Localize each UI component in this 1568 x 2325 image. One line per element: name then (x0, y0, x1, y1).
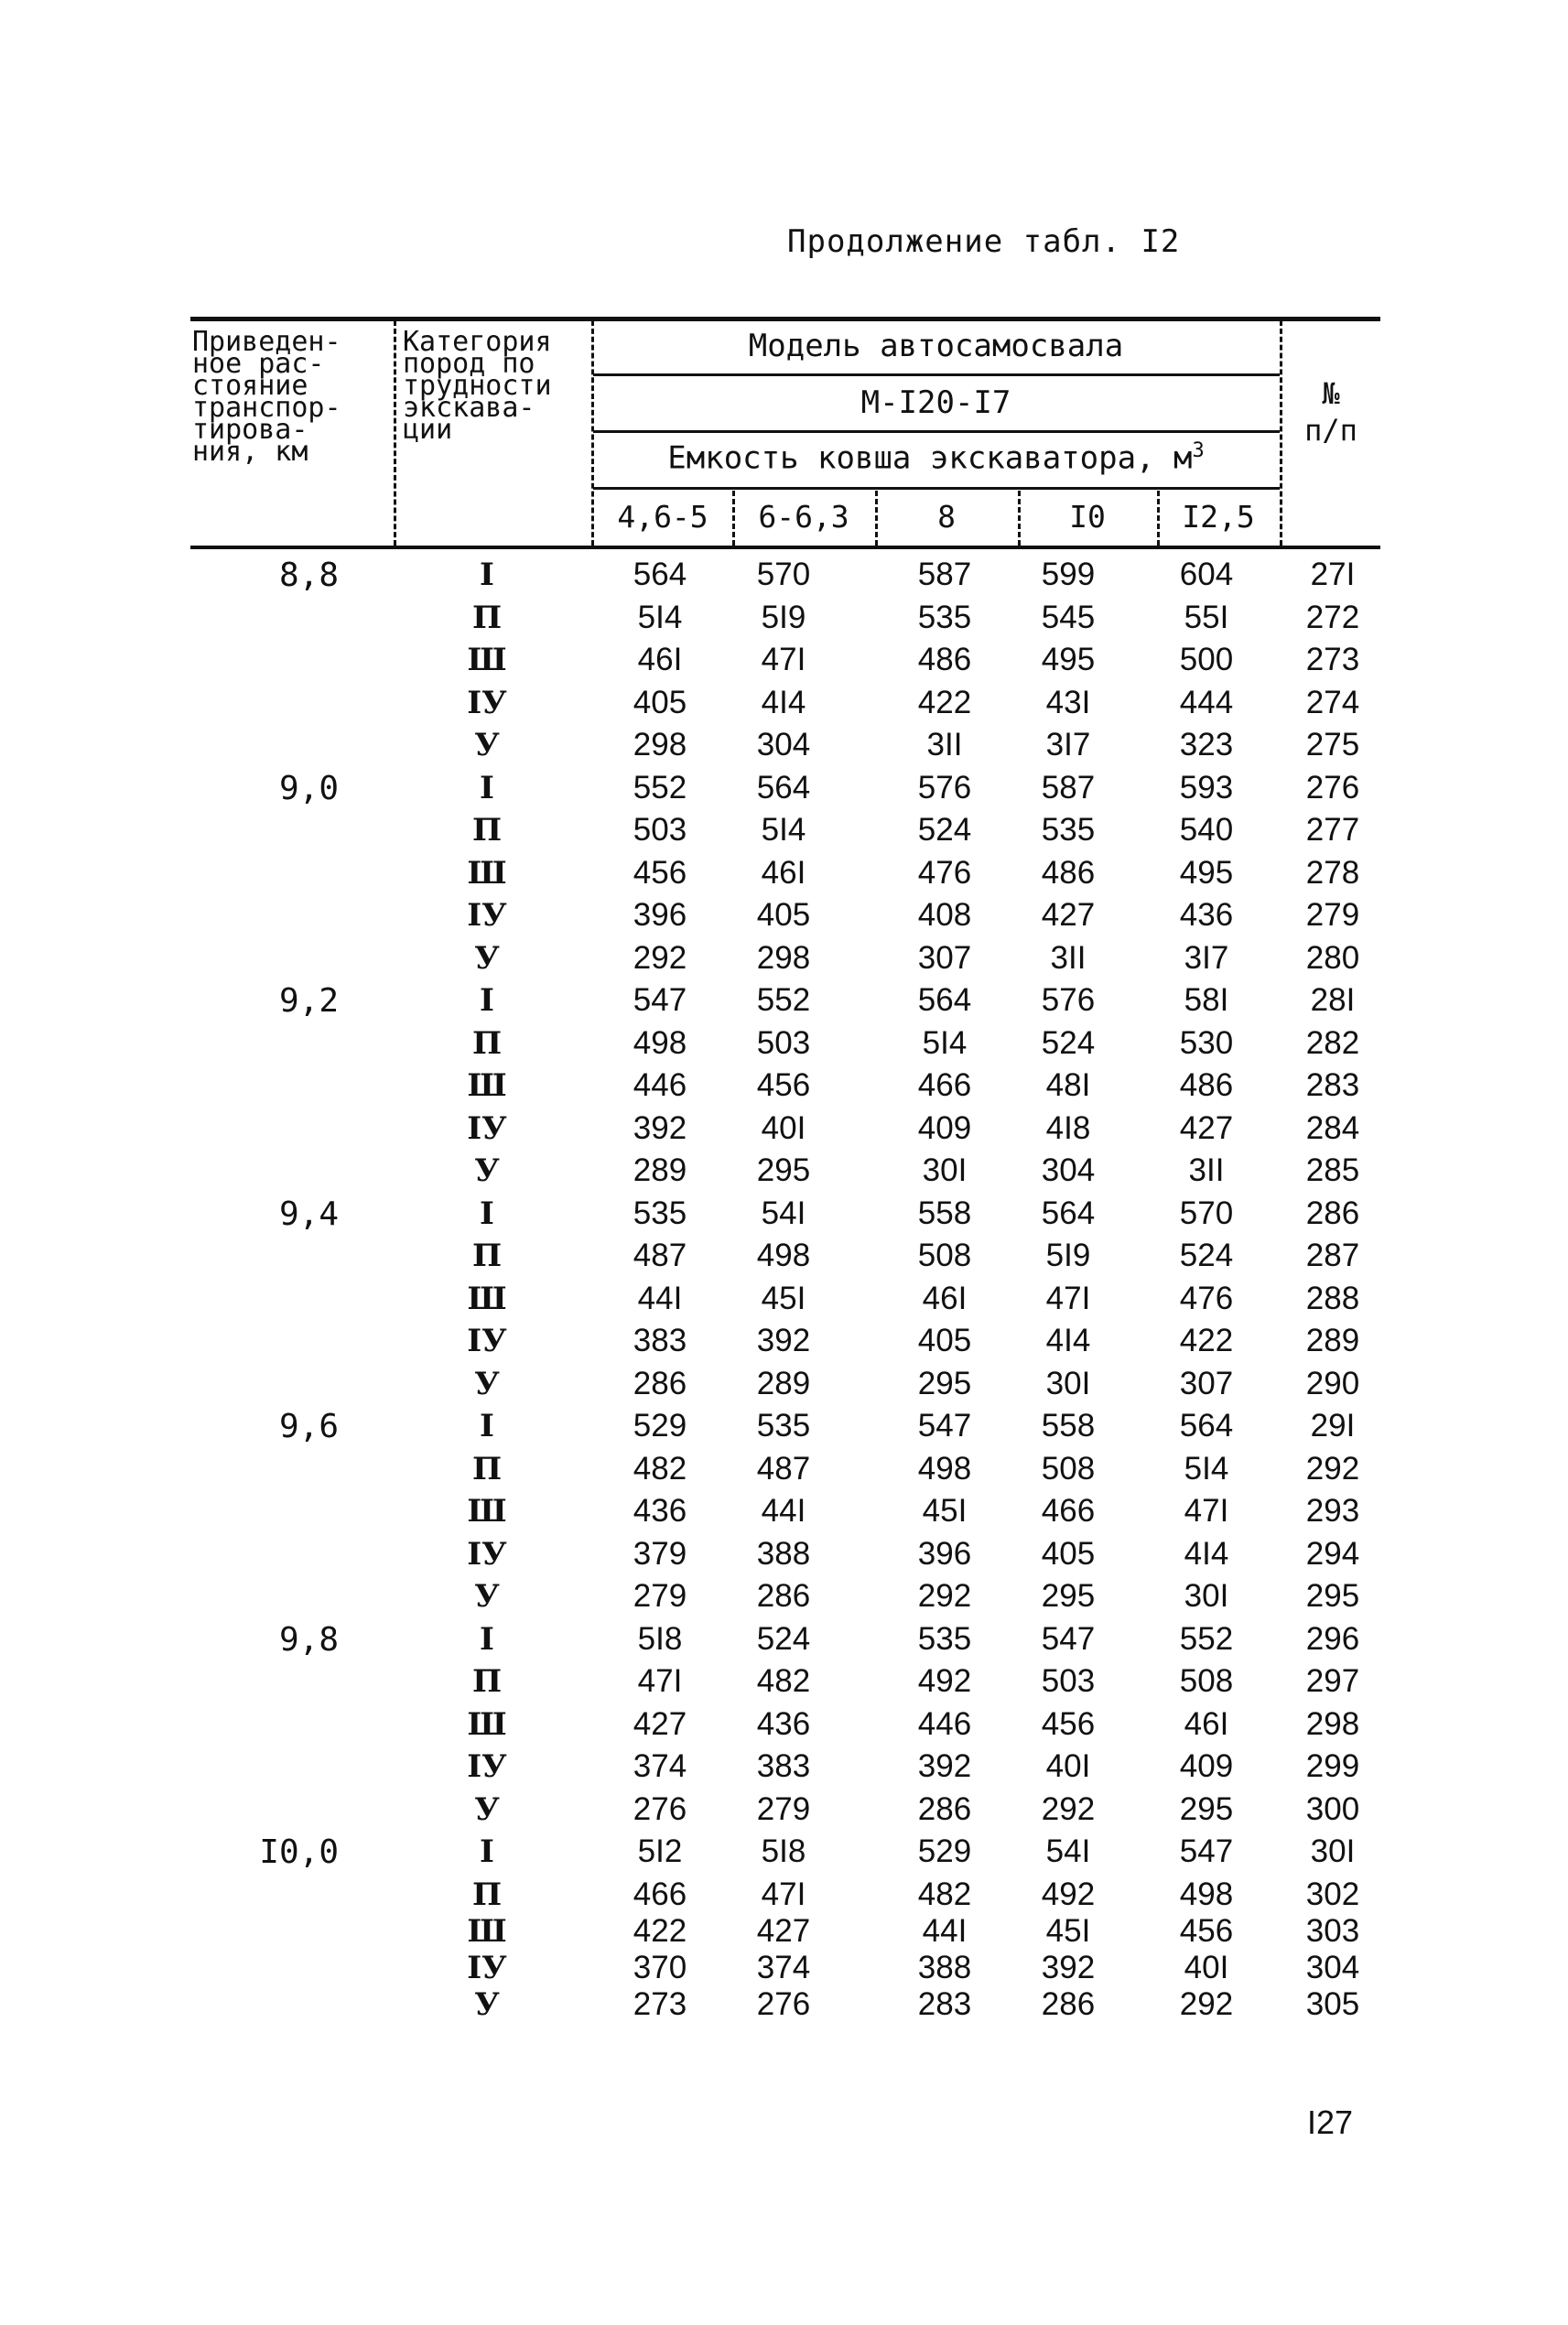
table-cell: 307 (917, 939, 972, 976)
category-label: IУ (467, 897, 507, 934)
row-number: 299 (1305, 1748, 1360, 1784)
table-cell: 40I (1184, 1949, 1229, 1985)
table-cell: 529 (917, 1833, 972, 1869)
category-label: I (480, 1833, 494, 1870)
capacity-header-3: 8 (937, 499, 956, 535)
table-cell: 383 (633, 1323, 687, 1358)
table-cell: 392 (1041, 1949, 1096, 1985)
table-cell: 304 (756, 727, 811, 762)
table-cell: 46I (1184, 1705, 1229, 1742)
table-cell: 524 (756, 1620, 811, 1657)
table-cell: 564 (1041, 1195, 1096, 1231)
table-cell: 55I (1184, 599, 1229, 635)
table-cell: 47I (1045, 1280, 1091, 1316)
table-cell: 5I4 (761, 812, 806, 848)
distance-value: 9,4 (278, 1195, 339, 1233)
table-cell: 503 (1041, 1663, 1096, 1699)
table-cell: 530 (1179, 1024, 1234, 1061)
row-number: 286 (1305, 1195, 1360, 1231)
table-cell: 289 (633, 1152, 687, 1188)
table-cell: 576 (1041, 982, 1096, 1018)
table-cell: 276 (756, 1985, 811, 2022)
table-cell: 558 (1041, 1408, 1096, 1444)
header-model-label: Модель автосамосвала (748, 328, 1124, 364)
table-cell: 307 (1179, 1365, 1234, 1401)
row-number: 28I (1310, 982, 1356, 1018)
table-cell: 44I (637, 1280, 683, 1316)
table-cell: 427 (1041, 897, 1096, 933)
table-cell: 487 (633, 1238, 687, 1273)
table-cell: 576 (917, 769, 972, 806)
table-cell: 4I4 (1184, 1535, 1229, 1572)
category-label: IУ (467, 1535, 507, 1573)
row-number: 294 (1305, 1535, 1360, 1572)
row-number: 305 (1305, 1985, 1360, 2022)
table-cell: 54I (761, 1195, 806, 1231)
table-cell: 5I8 (761, 1833, 806, 1869)
category-label: Ш (467, 1493, 507, 1530)
table-cell: 292 (1179, 1985, 1234, 2022)
category-label: П (471, 812, 503, 849)
table-cell: 524 (1179, 1238, 1234, 1273)
divider-cap-4 (1157, 491, 1160, 546)
table-cell: 295 (756, 1152, 811, 1188)
row-number: 287 (1305, 1238, 1360, 1273)
row-number: 277 (1305, 812, 1360, 848)
row-number: 274 (1305, 684, 1360, 720)
table-cell: 48I (1045, 1067, 1091, 1103)
table-cell: 383 (756, 1748, 811, 1784)
table-cell: 476 (1179, 1280, 1234, 1316)
row-number: 278 (1305, 854, 1360, 891)
table-cell: 495 (1041, 642, 1096, 677)
table-cell: 292 (633, 939, 687, 976)
table-cell: 487 (756, 1450, 811, 1487)
category-label: У (474, 1152, 500, 1189)
table-cell: 524 (1041, 1024, 1096, 1061)
table-cell: 456 (633, 854, 687, 891)
category-label: У (474, 939, 500, 977)
table-cell: 295 (1179, 1790, 1234, 1827)
capacity-header-2: 6-6,3 (758, 499, 849, 535)
category-label: П (471, 1663, 503, 1700)
table-cell: 498 (756, 1238, 811, 1273)
table-cell: 535 (1041, 812, 1096, 848)
table-cell: 558 (917, 1195, 972, 1231)
table-cell: 396 (917, 1535, 972, 1572)
table-cell: 427 (756, 1912, 811, 1949)
table-cell: 427 (633, 1705, 687, 1742)
table-cell: 540 (1179, 812, 1234, 848)
table-cell: 4I4 (761, 684, 806, 720)
table-cell: 547 (1041, 1620, 1096, 1657)
table-cell: 370 (633, 1949, 687, 1985)
table-cell: 476 (917, 854, 972, 891)
category-label: Ш (467, 1280, 507, 1317)
table-cell: 45I (922, 1493, 968, 1529)
table-cell: 593 (1179, 769, 1234, 806)
row-number: 272 (1305, 599, 1360, 635)
table-cell: 564 (756, 769, 811, 806)
table-cell: 482 (633, 1450, 687, 1487)
table-cell: 286 (633, 1365, 687, 1401)
table-cell: 273 (633, 1985, 687, 2022)
table-cell: 535 (917, 1620, 972, 1657)
row-number: 296 (1305, 1620, 1360, 1657)
category-label: Ш (467, 1912, 507, 1950)
header-bucket (595, 439, 1277, 476)
table-cell: 545 (1041, 599, 1096, 635)
category-label: Ш (467, 642, 507, 678)
table-cell: 4I8 (1045, 1109, 1091, 1146)
table-cell: 547 (1179, 1833, 1234, 1869)
category-label: П (471, 1238, 503, 1274)
row-number: 295 (1305, 1578, 1360, 1614)
table-cell: 5I9 (1045, 1238, 1091, 1273)
row-number: 276 (1305, 769, 1360, 806)
table-cell: 298 (633, 727, 687, 762)
table-cell: 279 (756, 1790, 811, 1827)
bucket-underline (593, 487, 1280, 490)
table-cell: 304 (1041, 1152, 1096, 1188)
table-cell: 498 (1179, 1876, 1234, 1912)
table-cell: 503 (633, 812, 687, 848)
table-cell: 498 (917, 1450, 972, 1487)
row-number: 284 (1305, 1109, 1360, 1146)
table-cell: 292 (917, 1578, 972, 1614)
table-cell: 508 (917, 1238, 972, 1273)
table-cell: 374 (633, 1748, 687, 1784)
table-cell: 552 (1179, 1620, 1234, 1657)
table-cell: 444 (1179, 684, 1234, 720)
table-cell: 286 (756, 1578, 811, 1614)
table-cell: 286 (1041, 1985, 1096, 2022)
table-cell: 3II (1188, 1152, 1225, 1188)
table-cell: 552 (633, 769, 687, 806)
table-cell: 552 (756, 982, 811, 1018)
category-label: I (480, 1195, 494, 1232)
table-cell: 392 (633, 1109, 687, 1146)
row-number: 290 (1305, 1365, 1360, 1401)
table-cell: 570 (1179, 1195, 1234, 1231)
table-cell: 5I4 (637, 599, 683, 635)
table-cell: 5I4 (1184, 1450, 1229, 1487)
row-number: 273 (1305, 642, 1360, 677)
table-cell: 276 (633, 1790, 687, 1827)
table-cell: 446 (633, 1067, 687, 1103)
row-number: 285 (1305, 1152, 1360, 1188)
row-number: 288 (1305, 1280, 1360, 1316)
table-cell: 3II (926, 727, 963, 762)
row-number: 289 (1305, 1323, 1360, 1358)
table-cell: 295 (917, 1365, 972, 1401)
divider-category-model (591, 320, 594, 546)
header-number: № п/п (1304, 376, 1357, 448)
table-cell: 508 (1179, 1663, 1234, 1699)
table-cell: 5I8 (637, 1620, 683, 1657)
table-cell: 44I (761, 1493, 806, 1529)
table-cell: 466 (633, 1876, 687, 1912)
capacity-header-5: I2,5 (1182, 499, 1255, 535)
table-cell: 43I (1045, 684, 1091, 720)
page-number: I27 (1307, 2103, 1354, 2141)
table-cell: 3I7 (1184, 939, 1229, 976)
table-cell: 392 (917, 1748, 972, 1784)
row-number: 279 (1305, 897, 1360, 933)
table-cell: 374 (756, 1949, 811, 1985)
table-cell: 587 (917, 557, 972, 592)
table-cell: 292 (1041, 1790, 1096, 1827)
table-cell: 295 (1041, 1578, 1096, 1614)
table-cell: 599 (1041, 557, 1096, 592)
table-cell: 508 (1041, 1450, 1096, 1487)
distance-value: 8,8 (278, 557, 339, 594)
table-cell: 4I4 (1045, 1323, 1091, 1358)
divider-cap-3 (1018, 491, 1021, 546)
table-cell: 40I (1045, 1748, 1091, 1784)
category-label: IУ (467, 684, 507, 721)
category-label: IУ (467, 1748, 507, 1785)
table-cell: 535 (917, 599, 972, 635)
table-cell: 422 (633, 1912, 687, 1949)
table-cell: 422 (1179, 1323, 1234, 1358)
row-number: 30I (1310, 1833, 1356, 1869)
table-cell: 405 (633, 684, 687, 720)
table-cell: 3II (1050, 939, 1087, 976)
table-cell: 58I (1184, 982, 1229, 1018)
category-label: IУ (467, 1109, 507, 1147)
table-caption: Продолжение табл. I2 (787, 223, 1181, 260)
table-cell: 47I (761, 1876, 806, 1912)
table-cell: 524 (917, 812, 972, 848)
table-cell: 409 (917, 1109, 972, 1146)
table-cell: 379 (633, 1535, 687, 1572)
row-number: 292 (1305, 1450, 1360, 1487)
table-cell: 283 (917, 1985, 972, 2022)
table-cell: 30I (1184, 1578, 1229, 1614)
capacity-header-4: I0 (1069, 499, 1106, 535)
category-label: I (480, 982, 494, 1019)
category-label: IУ (467, 1323, 507, 1359)
category-label: I (480, 1620, 494, 1658)
table-cell: 5I2 (637, 1833, 683, 1869)
category-label: Ш (467, 1067, 507, 1104)
category-label: У (474, 1365, 500, 1402)
distance-value: 9,8 (278, 1620, 339, 1659)
table-cell: 456 (1041, 1705, 1096, 1742)
table-cell: 47I (1184, 1493, 1229, 1529)
table-cell: 54I (1045, 1833, 1091, 1869)
table-cell: 388 (756, 1535, 811, 1572)
table-cell: 30I (1045, 1365, 1091, 1401)
table-cell: 323 (1179, 727, 1234, 762)
table-cell: 427 (1179, 1109, 1234, 1146)
capacity-header-1: 4,6-5 (617, 499, 708, 535)
table-cell: 495 (1179, 854, 1234, 891)
category-label: I (480, 557, 494, 593)
table-cell: 492 (1041, 1876, 1096, 1912)
table-cell: 436 (1179, 897, 1234, 933)
row-number: 293 (1305, 1493, 1360, 1529)
row-number: 280 (1305, 939, 1360, 976)
category-label: У (474, 1985, 500, 2023)
table-cell: 396 (633, 897, 687, 933)
table-cell: 30I (922, 1152, 968, 1188)
table-cell: 46I (637, 642, 683, 677)
category-label: П (471, 1450, 503, 1487)
table-cell: 486 (917, 642, 972, 677)
table-cell: 587 (1041, 769, 1096, 806)
row-number: 303 (1305, 1912, 1360, 1949)
table-cell: 547 (633, 982, 687, 1018)
row-number: 283 (1305, 1067, 1360, 1103)
row-number: 297 (1305, 1663, 1360, 1699)
divider-cap-2 (875, 491, 878, 546)
table-cell: 392 (756, 1323, 811, 1358)
table-cell: 564 (633, 557, 687, 592)
table-cell: 466 (1041, 1493, 1096, 1529)
table-cell: 482 (756, 1663, 811, 1699)
row-number: 275 (1305, 727, 1360, 762)
distance-value: 9,2 (278, 982, 339, 1020)
distance-value: 9,6 (278, 1408, 339, 1445)
table-top-rule (190, 317, 1380, 321)
table-cell: 405 (756, 897, 811, 933)
row-number: 29I (1310, 1408, 1356, 1444)
table-cell: 47I (761, 642, 806, 677)
model-underline (593, 373, 1280, 376)
header-bucket-label: Емкость ковша экскаватора, м (667, 439, 1193, 477)
table-cell: 46I (761, 854, 806, 891)
divider-cap-1 (732, 491, 735, 546)
table-cell: 564 (1179, 1408, 1234, 1444)
category-label: У (474, 1790, 500, 1828)
table-cell: 500 (1179, 642, 1234, 677)
table-cell: 405 (1041, 1535, 1096, 1572)
table-cell: 286 (917, 1790, 972, 1827)
header-category: Категория пород по трудности экскава- ции (403, 326, 552, 446)
table-cell: 482 (917, 1876, 972, 1912)
table-cell: 492 (917, 1663, 972, 1699)
category-label: У (474, 1578, 500, 1615)
table-cell: 535 (756, 1408, 811, 1444)
category-label: I (480, 769, 494, 806)
table-cell: 5I4 (922, 1024, 968, 1061)
table-cell: 44I (922, 1912, 968, 1949)
table-cell: 5I9 (761, 599, 806, 635)
row-number: 300 (1305, 1790, 1360, 1827)
table-cell: 503 (756, 1024, 811, 1061)
table-cell: 45I (1045, 1912, 1091, 1949)
table-cell: 604 (1179, 557, 1234, 592)
table-cell: 436 (633, 1493, 687, 1529)
divider-distance-category (394, 320, 396, 546)
table-cell: 289 (756, 1365, 811, 1401)
row-number: 282 (1305, 1024, 1360, 1061)
distance-value: I0,0 (259, 1833, 339, 1871)
table-cell: 388 (917, 1949, 972, 1985)
model-value-underline (593, 430, 1280, 433)
category-label: П (471, 599, 503, 636)
table-cell: 45I (761, 1280, 806, 1316)
table-cell: 547 (917, 1408, 972, 1444)
divider-model-number (1280, 320, 1282, 546)
header-distance: Приведен- ное рас- стояние транспор- тирова- ния, км (192, 326, 341, 468)
category-label: П (471, 1024, 503, 1062)
header-bottom-rule (190, 546, 1380, 549)
table-cell: 570 (756, 557, 811, 592)
table-cell: 535 (633, 1195, 687, 1231)
table-cell: 46I (922, 1280, 968, 1316)
category-label: П (471, 1876, 503, 1913)
row-number: 298 (1305, 1705, 1360, 1742)
header-model-value: М-I20-I7 (860, 384, 1011, 421)
table-cell: 446 (917, 1705, 972, 1742)
table-cell: 564 (917, 982, 972, 1018)
category-label: I (480, 1408, 494, 1444)
table-cell: 436 (756, 1705, 811, 1742)
row-number: 304 (1305, 1949, 1360, 1985)
category-label: У (474, 727, 500, 763)
table-cell: 279 (633, 1578, 687, 1614)
row-number: 27I (1310, 557, 1356, 592)
table-cell: 409 (1179, 1748, 1234, 1784)
table-cell: 486 (1179, 1067, 1234, 1103)
table-cell: 40I (761, 1109, 806, 1146)
table-cell: 498 (633, 1024, 687, 1061)
table-cell: 298 (756, 939, 811, 976)
table-cell: 486 (1041, 854, 1096, 891)
category-label: Ш (467, 1705, 507, 1743)
table-cell: 3I7 (1045, 727, 1091, 762)
table-cell: 466 (917, 1067, 972, 1103)
header-bucket-unit: 3 (1192, 439, 1205, 462)
category-label: Ш (467, 854, 507, 892)
table-cell: 47I (637, 1663, 683, 1699)
category-label: IУ (467, 1949, 507, 1986)
table-cell: 408 (917, 897, 972, 933)
table-cell: 529 (633, 1408, 687, 1444)
row-number: 302 (1305, 1876, 1360, 1912)
table-cell: 456 (1179, 1912, 1234, 1949)
table-cell: 405 (917, 1323, 972, 1358)
table-cell: 456 (756, 1067, 811, 1103)
table-cell: 422 (917, 684, 972, 720)
distance-value: 9,0 (278, 769, 339, 807)
